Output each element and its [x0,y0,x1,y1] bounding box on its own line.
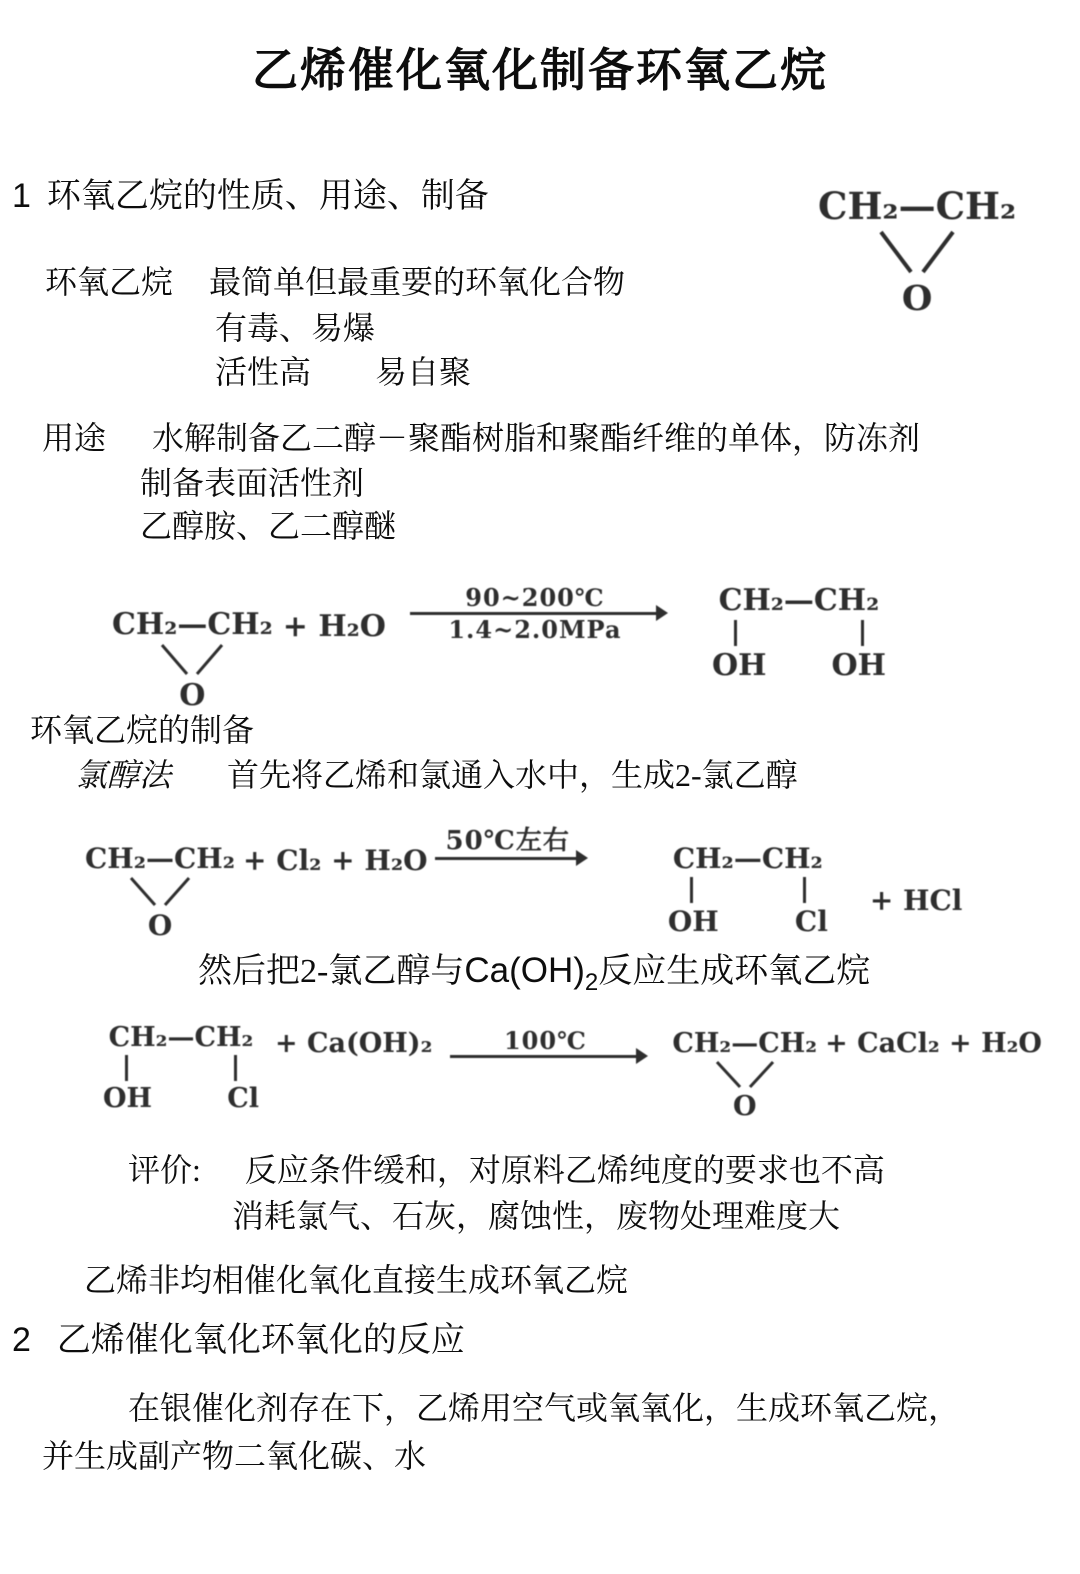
chlorohydrin-product [660,842,836,938]
plus-byproducts: + CaCl₂ + H₂O [825,1028,1042,1059]
properties-text-1: 最简单但最重要的环氧化合物 [209,264,626,300]
step2-prefix: 然后把2-氯乙醇与 [198,953,465,990]
section-2-title: 乙烯催化氧化环氧化的反应 [56,1322,465,1359]
properties-line-2: 有毒、易爆 [215,310,376,346]
properties-line-3 [215,352,471,394]
glycol-product [704,583,894,683]
epoxide-product [672,1028,817,1122]
page-title: 乙烯催化氧化制备环氧乙烷 [252,45,828,96]
section-2-number: 2 [12,1321,31,1359]
product-formula: CH₂—CH₂ [718,583,880,618]
ethylene-oxide-structure [818,184,1016,319]
epoxide-bond-icon [115,875,205,911]
properties-text-3a: 活性高 [215,354,312,390]
product-groups [660,905,836,938]
reactant-formula: CH₂—CH₂ [108,1022,254,1053]
hydroxyl-left: OH [711,648,767,683]
chlorination-equation [85,820,962,942]
single-bonds [704,620,894,648]
plus-lime: + Ca(OH)₂ [275,1028,433,1059]
uses-line-2: 制备表面活性剂 [140,465,365,501]
structure-formula: CH₂—CH₂ [818,184,1017,228]
method-description: 首先将乙烯和氯通入水中，生成2-氯乙醇 [227,757,798,793]
epoxide-reactant [85,842,235,942]
reactant-oxygen: O [147,909,173,942]
hydroxyl-group: OH [667,905,719,938]
step2-sentence [198,943,870,997]
chloro-group: Cl [227,1083,259,1114]
pressure-condition: 1.4~2.0MPa [448,615,622,644]
temperature-condition: 50℃左右 [445,826,570,856]
method-name: 氯醇法 [75,757,172,793]
product-oxygen: O [732,1091,757,1122]
section-1-title: 环氧乙烷的性质、用途、制备 [46,178,489,215]
single-bonds [95,1055,267,1083]
lime-formula: Ca(OH) [464,951,585,990]
lime-subscript: 2 [584,969,599,996]
chlorohydrin-reactant [95,1022,267,1114]
epoxidation-equation [95,1022,1042,1122]
plus-water: + H₂O [282,609,386,644]
epoxide-bond-icon [144,642,240,680]
uses-line-3: 乙醇胺、乙二醇醚 [140,508,397,544]
product-formula: CH₂—CH₂ [672,1028,818,1059]
evaluation-label: 评价: [128,1152,201,1188]
evaluation-line-2: 消耗氯气、石灰，腐蚀性，废物处理难度大 [232,1198,841,1234]
section-2-heading [12,1320,465,1362]
evaluation-line-1 [128,1150,885,1192]
plus-hcl: + HCl [869,884,963,917]
hydroxyl-group: OH [103,1083,153,1114]
temperature-condition: 90~200℃ [465,583,605,612]
uses-line-1 [42,418,920,460]
reaction-conditions [450,1026,640,1058]
reaction-conditions [435,820,579,860]
hydroxyl-right: OH [831,648,886,683]
properties-text-3b: 易自聚 [375,354,472,390]
plus-reagents: + Cl₂ + H₂O [243,844,428,877]
preparation-heading: 环氧乙烷的制备 [30,712,255,748]
product-groups [704,648,894,683]
chlorohydrin-method-line [75,755,798,797]
section-1-heading [12,176,489,218]
reaction-arrow-icon [410,612,660,615]
product-formula: CH₂—CH₂ [672,842,823,875]
step2-suffix: 反应生成环氧乙烷 [598,953,871,990]
reaction-arrow-icon [435,857,579,860]
reactant-formula: CH₂—CH₂ [85,842,236,875]
epoxide-bond-icon [701,1059,789,1093]
chloro-group: Cl [794,905,828,938]
single-bonds [660,877,836,905]
evaluation-text-1: 反应条件缓和，对原料乙烯纯度的要求也不高 [244,1152,885,1188]
properties-line-1 [45,262,625,304]
hydration-equation [112,583,894,713]
uses-text-1: 水解制备乙二醇－聚酯树脂和聚酯纤维的单体，防冻剂 [152,420,921,456]
epoxide-reactant [112,607,273,713]
section-1-number: 1 [12,177,31,215]
epoxide-bond-icon [857,228,977,280]
structure-oxygen: O [901,278,933,319]
section-2-paragraph-line-2: 并生成副产物二氧化碳、水 [42,1438,427,1474]
reaction-arrow-icon [450,1055,640,1058]
uses-label: 用途 [42,420,107,456]
properties-label: 环氧乙烷 [45,264,174,300]
reaction-conditions [410,583,660,644]
epoxide-structure [818,184,1016,319]
temperature-condition: 100℃ [503,1026,587,1055]
section-2-paragraph-line-1: 在银催化剂存在下，乙烯用空气或氧氧化，生成环氧乙烷， [128,1390,961,1426]
transition-line: 乙烯非均相催化氧化直接生成环氧乙烷 [84,1262,629,1298]
reactant-groups [95,1083,267,1114]
reactant-oxygen: O [179,678,206,713]
reactant-formula: CH₂—CH₂ [112,607,273,642]
